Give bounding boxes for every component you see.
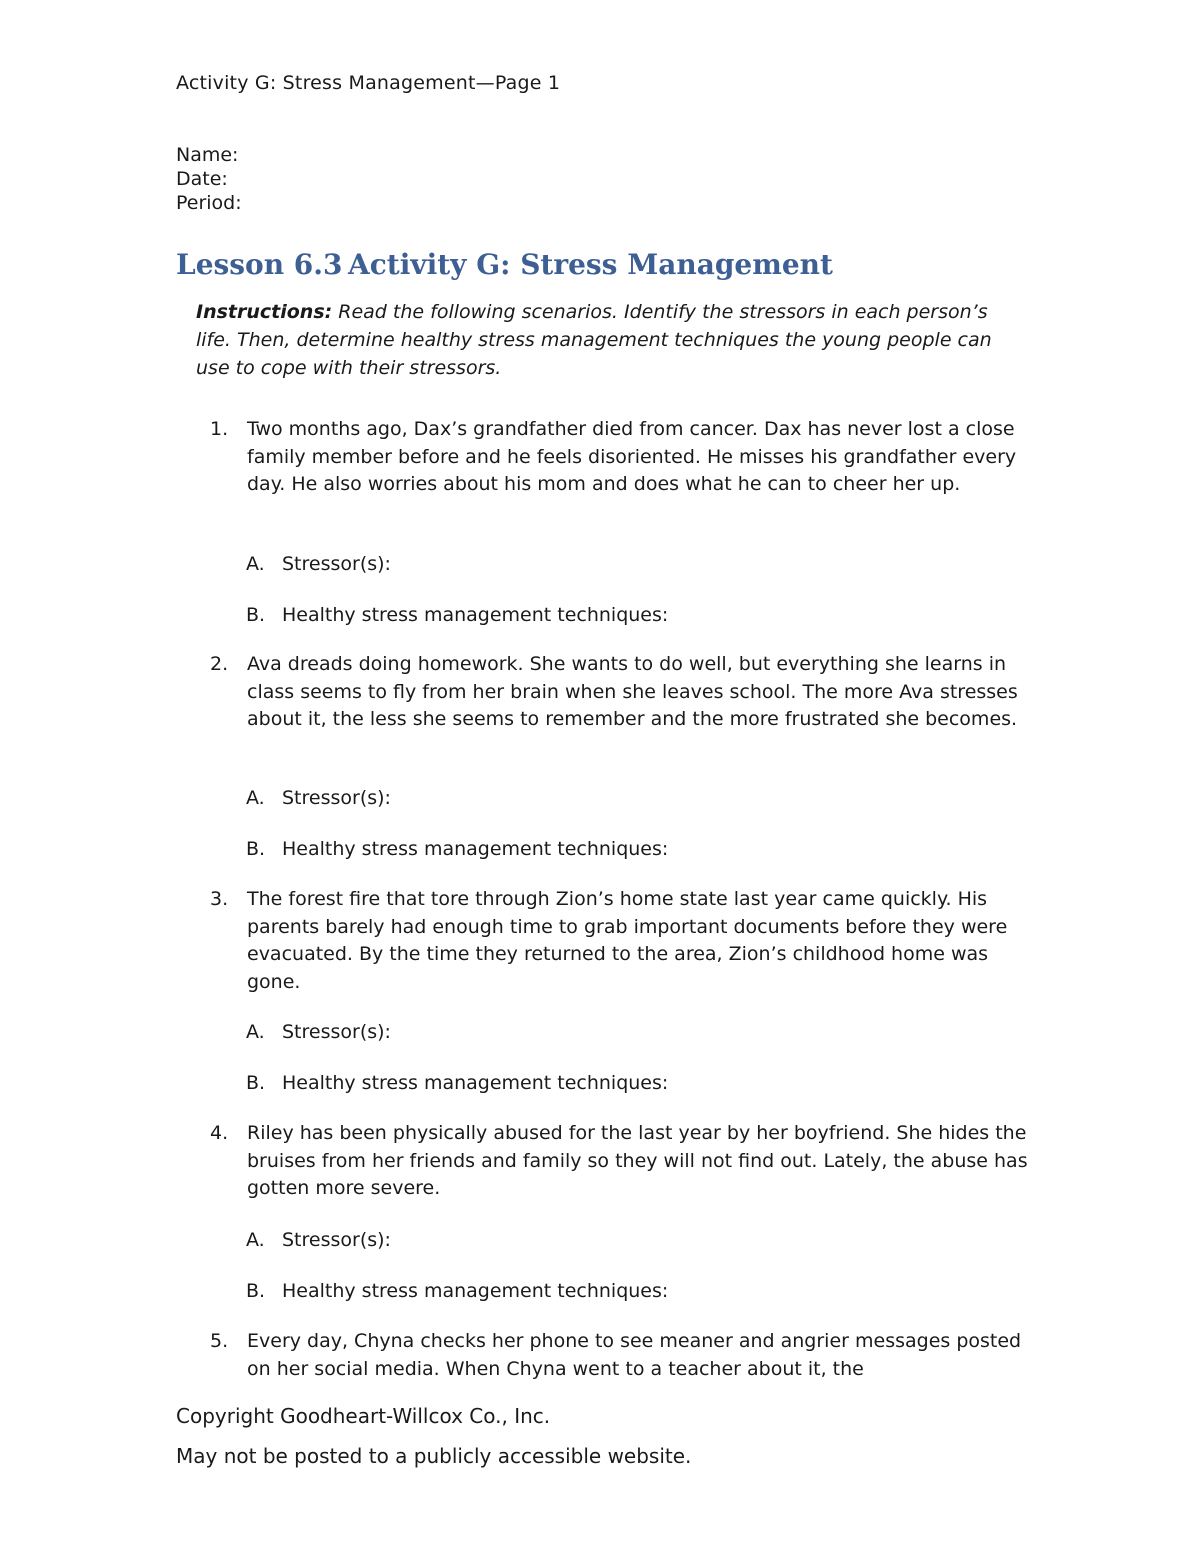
stressor-prompt: [246, 786, 391, 810]
date-field-label: Date:: [176, 168, 228, 190]
stressor-prompt: [246, 552, 391, 576]
sub-item-label: B.: [246, 1280, 266, 1302]
name-field-label: Name:: [176, 144, 239, 166]
scenario-item: [210, 1120, 1030, 1203]
posting-restriction-notice: May not be posted to a publicly accessible website.: [176, 1444, 692, 1468]
sub-item-text: Healthy stress management techniques:: [282, 1280, 669, 1302]
techniques-prompt: [246, 603, 668, 627]
scenario-text: The forest fire that tore through Zion’s home state last year came quickly. His parents barely had enough time to grab important documents before they were evacuated. By the time they returned to the area, Zion’s childhood home was gone.: [247, 888, 1008, 993]
scenario-item: [210, 886, 1030, 996]
scenario-text: Two months ago, Dax’s grandfather died from cancer. Dax has never lost a close family member before and he feels disoriented. He misses his grandfather every day. He also worries about his mom and does what he can to cheer her up.: [247, 418, 1017, 495]
sub-item-text: Healthy stress management techniques:: [282, 838, 669, 860]
stressor-prompt: [246, 1228, 391, 1252]
sub-item-text: Stressor(s):: [282, 1229, 391, 1251]
scenario-number: 3.: [210, 888, 229, 910]
techniques-prompt: [246, 1071, 668, 1095]
sub-item-text: Healthy stress management techniques:: [282, 1072, 669, 1094]
sub-item-text: Healthy stress management techniques:: [282, 604, 669, 626]
scenario-item: [210, 651, 1030, 734]
sub-item-label: A.: [246, 553, 265, 575]
lesson-number: Lesson 6.3: [176, 248, 343, 281]
scenario-number: 2.: [210, 653, 229, 675]
scenario-text: Ava dreads doing homework. She wants to do well, but everything she learns in class seems to fly from her brain when she leaves school. The more Ava stresses about it, the less she seems to remember and the more frustrated she becomes.: [247, 653, 1018, 730]
techniques-prompt: [246, 1279, 668, 1303]
scenario-number: 4.: [210, 1122, 229, 1144]
scenario-text: Riley has been physically abused for the last year by her boyfriend. She hides the bruises from her friends and family so they will not find out. Lately, the abuse has gotten more severe.: [247, 1122, 1028, 1199]
sub-item-text: Stressor(s):: [282, 553, 391, 575]
scenario-number: 5.: [210, 1330, 229, 1352]
sub-item-label: B.: [246, 604, 266, 626]
scenario-number: 1.: [210, 418, 229, 440]
scenario-text: Every day, Chyna checks her phone to see meaner and angrier messages posted on her social media. When Chyna went to a teacher about it, the: [247, 1330, 1022, 1380]
sub-item-label: A.: [246, 1021, 265, 1043]
instructions-text: Read the following scenarios. Identify the stressors in each person’s life. Then, determine healthy stress management techniques the young people can use to cope with their stressors.: [196, 301, 992, 379]
sub-item-text: Stressor(s):: [282, 787, 391, 809]
sub-item-label: B.: [246, 1072, 266, 1094]
copyright-notice: Copyright Goodheart-Willcox Co., Inc.: [176, 1404, 551, 1428]
sub-item-label: B.: [246, 838, 266, 860]
stressor-prompt: [246, 1020, 391, 1044]
sub-item-text: Stressor(s):: [282, 1021, 391, 1043]
instructions-label: Instructions:: [196, 301, 333, 323]
sub-item-label: A.: [246, 1229, 265, 1251]
activity-title: Activity G: Stress Management: [348, 248, 833, 281]
running-header: Activity G: Stress Management—Page 1: [176, 72, 561, 94]
sub-item-label: A.: [246, 787, 265, 809]
scenario-item: [210, 416, 1030, 499]
techniques-prompt: [246, 837, 668, 861]
scenario-item: [210, 1328, 1030, 1383]
period-field-label: Period:: [176, 192, 242, 214]
